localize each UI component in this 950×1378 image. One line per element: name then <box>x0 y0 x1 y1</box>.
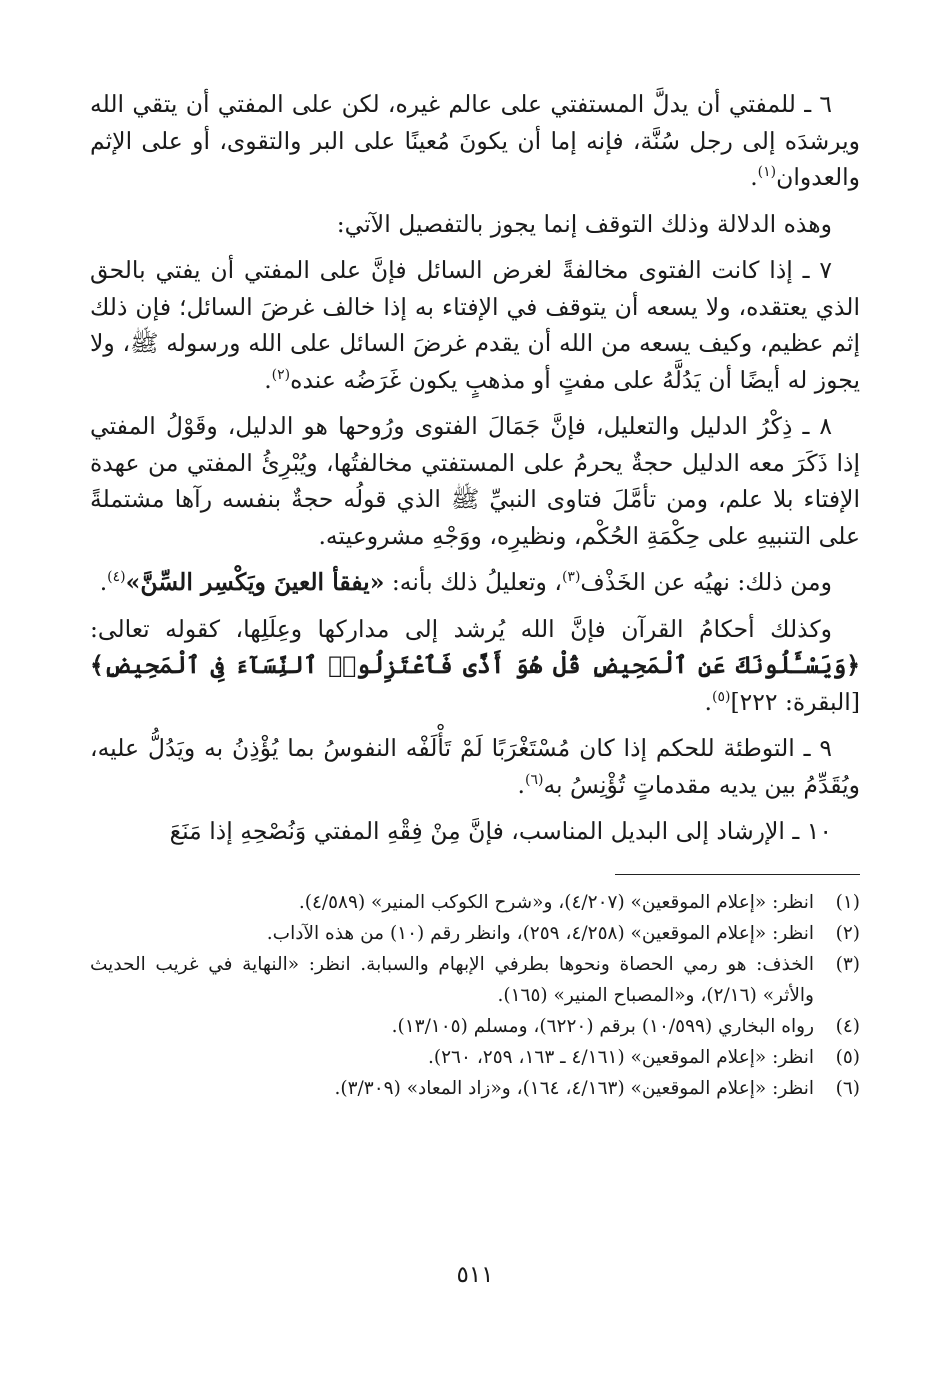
footnote-reference: (٣) <box>561 569 581 586</box>
text-run: ومن ذلك: نهيُه عن الخَذْف <box>580 568 832 596</box>
text-run: . <box>264 365 272 394</box>
paragraph <box>90 813 860 850</box>
footnotes <box>90 887 860 1104</box>
footnote-number: (٣) <box>835 953 860 975</box>
text-run: وكذلك أحكامُ القرآن فإنَّ الله يُرشد إلى مداركها وعِلَلِها، كقوله تعالى: <box>90 614 832 643</box>
text-run: ١٠ ـ الإرشاد إلى البديل المناسب، فإنَّ مِنْ فِقْهِ المفتي وَنُصْحِهِ إذا مَنَعَ <box>169 817 832 845</box>
footnote-number: (٢) <box>835 922 860 944</box>
footnote <box>90 1042 860 1073</box>
paragraph <box>90 564 860 601</box>
footnote-reference: (٦) <box>524 771 544 788</box>
footnote-text: انظر: «إعلام الموقعين» (٤/٢٥٨، ٢٥٩)، وانظر رقم (١٠) من هذه الآداب. <box>266 922 814 944</box>
paragraph <box>90 408 860 554</box>
text-run: ، وتعليلُ ذلك بأنه: <box>384 568 562 596</box>
footnote-number: (١) <box>835 891 860 913</box>
text-run: [البقرة: ٢٢٢] <box>730 687 860 716</box>
quran-verse: ﴿وَيَسْـَٔلُونَكَ عَنِ ٱلْمَحِيضِ قُلْ هُوَ أَذًى فَٱعْتَزِلُوا۟ ٱلنِّسَآءَ فِى ٱلْمَحِيضِ﴾ <box>90 651 860 679</box>
footnote-number: (٥) <box>835 1046 860 1068</box>
footnote-reference: (٢) <box>271 366 291 383</box>
paragraph <box>90 86 860 196</box>
footnote-text: الخذف: هو رمي الحصاة ونحوها بطرفي الإبهام والسبابة. انظر: «النهاية في غريب الحديث والأثر» (٢/١٦)، و«المصباح المنير» (١٦٥). <box>90 953 814 1006</box>
paragraph <box>90 611 860 721</box>
text-run: . <box>517 770 525 799</box>
footnote-separator <box>615 874 860 875</box>
footnote-reference: (١) <box>757 164 777 181</box>
footnote <box>90 918 860 949</box>
paragraph <box>90 730 860 803</box>
paragraph <box>90 252 860 398</box>
text-run: . <box>750 163 758 191</box>
text-run: . <box>704 687 712 716</box>
text-run: ٦ ـ للمفتي أن يدلَّ المستفتي على عالم غيره، لكن على المفتي أن يتقي الله ويرشدَه إلى رجل سُنَّة، فإنه إما أن يكونَ مُعينًا على البر والتقوى، أو على الإثم والعدوان <box>90 90 860 191</box>
text-run: ٨ ـ ذِكْرُ الدليل والتعليل، فإنَّ جَمَالَ الفتوى ورُوحها هو الدليل، وقَوْلُ المفتي إذا ذَكَرَ معه الدليل حجةٌ يحرمُ على المستفتي مخالفتُها، ويُبْرِئُ المفتي من عهدة الإفتاء بلا علم، ومن تأمَّلَ فتاوى النبيِّ ﷺ الذي قولُه حجةٌ بنفسه رآها مشتملةً على التنبيهِ على حِكْمَةِ الحُكْم، ونظيرِه، ووَجْهِ مشروعيته. <box>90 412 860 550</box>
paragraph <box>90 206 860 243</box>
main-text <box>90 86 860 850</box>
text-run: ٧ ـ إذا كانت الفتوى مخالفةً لغرض السائل فإنَّ على المفتي أن يفتي بالحق الذي يعتقده، ولا يسعه أن يتوقف في الإفتاء به إذا خالف غرضَ السائل؛ فإن ذلك إثم عظيم، وكيف يسعه من الله أن يقدم غرضَ السائل على الله ورسوله ﷺ، ولا يجوز له أيضًا أن يَدُلَّهُ على مفتٍ أو مذهبٍ يكون غَرَضُه عنده <box>90 256 860 394</box>
text-run: . <box>99 568 108 596</box>
footnote <box>90 1073 860 1104</box>
footnote-reference: (٤) <box>107 569 126 586</box>
text-run: وهذه الدلالة وذلك التوقف إنما يجوز بالتفصيل الآتي: <box>336 209 832 238</box>
hadith-quote: «يفقأ العينَ ويَكْسِر السِّنَّ» <box>125 568 385 596</box>
footnote <box>90 1011 860 1042</box>
footnote-text: رواه البخاري (١٠/٥٩٩) برقم (٦٢٢٠)، ومسلم (١٣/١٠٥). <box>391 1015 814 1037</box>
footnote-reference: (٥) <box>711 688 731 705</box>
footnote-text: انظر: «إعلام الموقعين» (٤/١٦١ ـ ١٦٣، ٢٥٩، ٢٦٠). <box>428 1046 814 1068</box>
page-number: ٥١١ <box>456 1262 494 1288</box>
footnote <box>90 949 860 1011</box>
footnote-text: انظر: «إعلام الموقعين» (٤/١٦٣، ١٦٤)، و«زاد المعاد» (٣/٣٠٩). <box>334 1077 814 1099</box>
footnote-text: انظر: «إعلام الموقعين» (٤/٢٠٧)، و«شرح الكوكب المنير» (٤/٥٨٩). <box>298 891 814 913</box>
footnote <box>90 887 860 918</box>
text-run: ٩ ـ التوطئة للحكم إذا كان مُسْتَغْرَبًا لَمْ تَأْلَفْه النفوسُ بما يُؤْذِنُ به ويَدُلُّ عليه، ويُقَدِّمُ بين يديه مقدماتٍ تُؤْنِسُ به <box>90 734 860 799</box>
footnote-number: (٦) <box>835 1077 860 1099</box>
footnote-number: (٤) <box>835 1015 860 1037</box>
